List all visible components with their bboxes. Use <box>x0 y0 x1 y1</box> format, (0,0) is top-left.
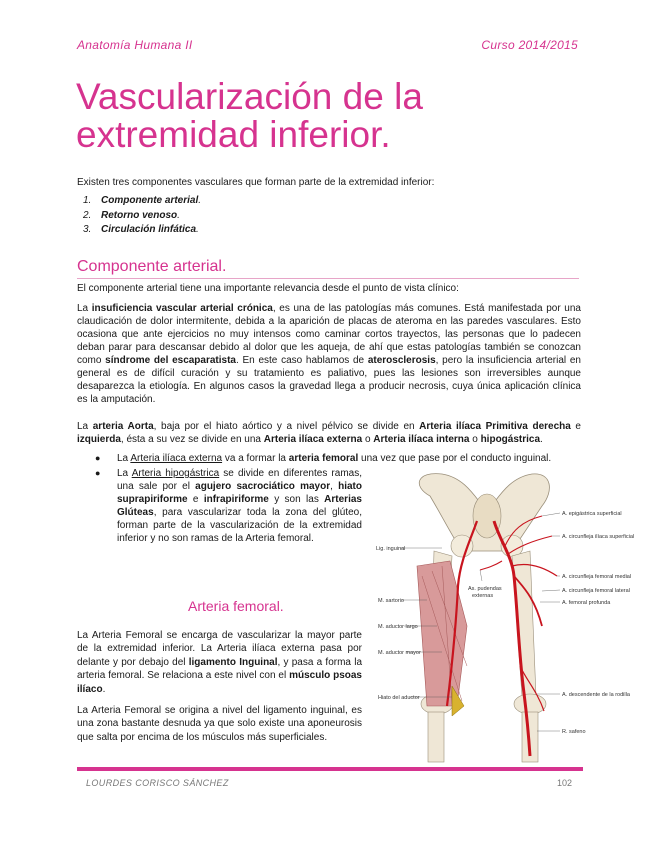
label-lig-inguinal: Lig. inguinal <box>376 546 406 552</box>
label-circunfleja-iliaca-superficial: A. circunfleja ilíaca superficial <box>562 534 635 540</box>
femoral-artery-diagram <box>372 466 635 764</box>
footer-divider <box>77 767 583 771</box>
paragraph-insuficiencia: La insuficiencia vascular arterial crónica, es una de las patologías más comunes. Está manifestada por una claudicación de dolor intermitente, debida a la aparición de placas de ateroma en las paredes vasculares. Esto ocasiona que ante ejercicios no muy intensos como caminar cortos trayectos, las personas que lo padecen deban parar para descansar debido al dolor que les aqueja, de ahí que estas patologías también se conozcan como síndrome del escaparatista. En este caso hablamos de aterosclerosis, pero la insuficiencia arterial en general es de difícil curación y su tratamiento es paliativo, pues las lesiones son irreversibles aunque desaparezca la etiología. En algunos casos la gravedad llega a producir necrosis, cuya única aplicación clínica es la amputación. <box>77 303 581 405</box>
page-title: Vascularización de la extremidad inferior. <box>76 76 423 155</box>
label-circunfleja-femoral-medial: A. circunfleja femoral medial <box>562 574 632 580</box>
list-item: 3. Circulación linfática. <box>83 224 199 235</box>
list-item: 1. Componente arterial. <box>83 195 202 206</box>
anatomy-illustration <box>372 466 635 764</box>
label-r-safeno: R. safeno <box>562 729 586 735</box>
bullet-hipogastrica: ● La Arteria hipogástrica se divide en diferentes ramas, una sale por el agujero sacrociático mayor, hiato suprapiriforme e infrapiriforme y son las Arterias Glúteas, para vascularizar toda la zona del glúteo, forman parte de la vascularización de la extremidad inferior y no son ramas de la Arteria femoral. <box>95 468 362 544</box>
paragraph-femoral-1: La Arteria Femoral se encarga de vascularizar la mayor parte de la extremidad inferior. La Arteria ilíaca externa pasa por delante y por debajo del ligamento Inguinal, y pasa a forma la arteria femoral. Se relaciona a este nivel con el músculo psoas ilíaco. <box>77 630 363 695</box>
label-m-sartorio: M. sartorio <box>378 598 404 604</box>
label-m-aductor-largo: M. aductor largo <box>378 624 418 630</box>
label-epigastrica-superficial: A. epigástrica superficial <box>562 511 622 517</box>
bullet-iliaca-externa: ● La Arteria ilíaca externa va a formar la arteria femoral una vez que pase por el conducto inguinal. <box>95 453 552 464</box>
label-m-aductor-mayor: M. aductor mayor <box>378 650 421 656</box>
label-femoral-profunda: A. femoral profunda <box>562 600 611 606</box>
components-list <box>77 194 201 238</box>
label-descendente-rodilla: A. descendente de la rodilla <box>562 692 630 698</box>
header-year: Curso 2014/2015 <box>481 38 578 52</box>
paragraph-componente-intro: El componente arterial tiene una importante relevancia desde el punto de vista clínico: <box>77 283 459 294</box>
label-circunfleja-femoral-lateral: A. circunfleja femoral lateral <box>562 588 630 594</box>
intro-text: Existen tres componentes vasculares que forman parte de la extremidad inferior: <box>77 177 435 188</box>
bullet-dot: ● <box>95 468 101 478</box>
label-pudendas-externas-2: externas <box>472 593 494 599</box>
header-course: Anatomía Humana II <box>77 38 193 52</box>
section-heading-componente-arterial: Componente arterial. <box>77 258 579 279</box>
paragraph-aorta: La arteria Aorta, baja por el hiato aórtico y a nivel pélvico se divide en Arteria ilíaca Primitiva derecha e izquierda, ésta a su vez se divide en una Arteria ilíaca externa o Arteria ilíaca interna o hipogástrica. <box>77 421 581 445</box>
list-item: 2. Retorno venoso. <box>83 209 180 221</box>
section-heading-arteria-femoral: Arteria femoral. <box>188 598 284 614</box>
paragraph-femoral-2: La Arteria Femoral se origina a nivel del ligamento inguinal, es una zona bastante desnuda ya que solo existe una aponeurosis que salta por encima de los músculos más superficiales. <box>77 705 362 743</box>
label-hiato-aductor: Hiato del aductor <box>378 695 420 701</box>
label-pudendas-externas-1: As. pudendas <box>468 586 502 592</box>
footer-author: LOURDES CORISCO SÁNCHEZ <box>86 778 229 788</box>
bullet-dot: ● <box>95 453 101 463</box>
page-number: 102 <box>556 778 572 788</box>
